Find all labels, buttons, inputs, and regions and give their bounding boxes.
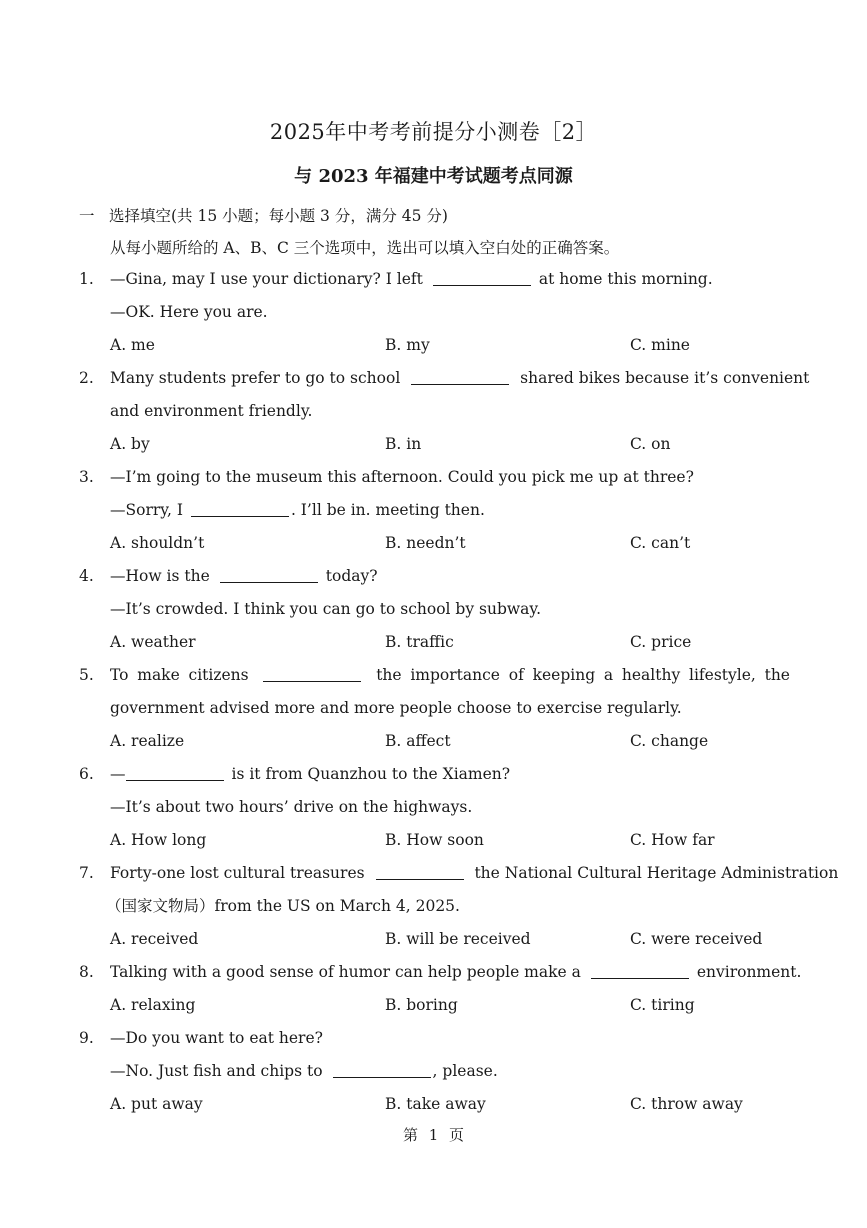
question-line: —I’m going to the museum this afternoon. Could you pick me up at three?	[110, 468, 694, 486]
option-a[interactable]: A. shouldn’t	[110, 534, 205, 552]
question-text: Talking with a good sense of humor can help people make a	[110, 963, 581, 981]
option-c[interactable]: C. on	[630, 435, 671, 453]
question-line: —OK. Here you are.	[110, 303, 268, 321]
question-line	[110, 665, 790, 685]
option-c[interactable]: C. throw away	[630, 1095, 743, 1113]
question-text: —	[110, 765, 126, 783]
option-a[interactable]: A. weather	[110, 633, 196, 651]
option-b[interactable]: B. take away	[385, 1095, 486, 1113]
option-b[interactable]: B. my	[385, 336, 430, 354]
question-text: —No. Just fish and chips to	[110, 1062, 323, 1080]
page-number: 第 1 页	[402, 1126, 465, 1144]
option-c[interactable]: C. price	[630, 633, 692, 651]
question-line	[110, 269, 790, 289]
section-instruction: 从每小题所给的 A、B、C 三个选项中，选出可以填入空白处的正确答案。	[110, 239, 620, 257]
question-line	[110, 566, 790, 586]
question-number: 1.	[79, 270, 94, 288]
option-b[interactable]: B. in	[385, 435, 422, 453]
option-b[interactable]: B. will be received	[385, 930, 531, 948]
option-c[interactable]: C. How far	[630, 831, 715, 849]
question-number: 4.	[79, 567, 94, 585]
option-c[interactable]: C. were received	[630, 930, 763, 948]
option-a[interactable]: A. realize	[110, 732, 185, 750]
question-line	[110, 764, 790, 784]
question-line: —It’s crowded. I think you can go to school by subway.	[110, 600, 542, 618]
question-line	[110, 500, 790, 520]
question-text: . I’ll be in. meeting then.	[290, 501, 485, 519]
question-text: —How is the	[110, 567, 210, 585]
answer-blank[interactable]	[411, 370, 509, 385]
option-b[interactable]: B. needn’t	[385, 534, 466, 552]
question-text: Forty-one lost cultural treasures	[110, 864, 365, 882]
question-text: environment.	[696, 963, 802, 981]
question-text: —Sorry, I	[110, 501, 183, 519]
question-text: —Gina, may I use your dictionary? I left	[110, 270, 423, 288]
question-number: 7.	[79, 864, 94, 882]
option-a[interactable]: A. received	[110, 930, 199, 948]
question-line: government advised more and more people choose to exercise regularly.	[110, 699, 682, 717]
option-b[interactable]: B. affect	[385, 732, 451, 750]
option-b[interactable]: B. How soon	[385, 831, 484, 849]
question-number: 2.	[79, 369, 94, 387]
question-number: 9.	[79, 1029, 94, 1047]
question-line: —It’s about two hours’ drive on the highways.	[110, 798, 473, 816]
question-line	[110, 1061, 790, 1081]
option-b[interactable]: B. traffic	[385, 633, 454, 651]
option-a[interactable]: A. put away	[110, 1095, 203, 1113]
question-text: today?	[325, 567, 378, 585]
question-number: 3.	[79, 468, 94, 486]
question-text: at home this morning.	[538, 270, 713, 288]
answer-blank[interactable]	[591, 964, 689, 979]
question-text: To make citizens	[110, 666, 249, 684]
answer-blank[interactable]	[376, 865, 464, 880]
question-number: 8.	[79, 963, 94, 981]
question-number: 5.	[79, 666, 94, 684]
option-a[interactable]: A. by	[110, 435, 150, 453]
answer-blank[interactable]	[126, 766, 224, 781]
question-line	[110, 962, 802, 982]
question-text: the importance of keeping a healthy lifestyle, the	[376, 666, 790, 684]
exam-title: 2025年中考考前提分小测卷［2］	[269, 120, 598, 144]
answer-blank[interactable]	[263, 667, 361, 682]
option-a[interactable]: A. How long	[110, 831, 207, 849]
question-number: 6.	[79, 765, 94, 783]
section-number: 一	[79, 207, 95, 225]
option-a[interactable]: A. me	[110, 336, 155, 354]
question-line	[110, 863, 839, 883]
question-text: shared bikes because it’s convenient	[520, 369, 810, 387]
answer-blank[interactable]	[220, 568, 318, 583]
question-line: and environment friendly.	[110, 402, 313, 420]
option-c[interactable]: C. mine	[630, 336, 690, 354]
answer-blank[interactable]	[333, 1063, 431, 1078]
section-title: 选择填空(共 15 小题；每小题 3 分，满分 45 分)	[109, 207, 448, 225]
option-b[interactable]: B. boring	[385, 996, 458, 1014]
question-line	[110, 368, 810, 388]
question-line: —Do you want to eat here?	[110, 1029, 323, 1047]
answer-blank[interactable]	[433, 271, 531, 286]
exam-subtitle: 与 2023 年福建中考试题考点同源	[294, 166, 573, 187]
question-text: Many students prefer to go to school	[110, 369, 401, 387]
question-text: , please.	[432, 1062, 498, 1080]
option-a[interactable]: A. relaxing	[110, 996, 196, 1014]
question-text: is it from Quanzhou to the Xiamen?	[231, 765, 511, 783]
answer-blank[interactable]	[191, 502, 289, 517]
section-heading	[79, 204, 448, 226]
option-c[interactable]: C. change	[630, 732, 709, 750]
question-line: （国家文物局）from the US on March 4, 2025.	[106, 897, 460, 915]
question-text: the National Cultural Heritage Administration	[474, 864, 839, 882]
option-c[interactable]: C. tiring	[630, 996, 695, 1014]
option-c[interactable]: C. can’t	[630, 534, 691, 552]
